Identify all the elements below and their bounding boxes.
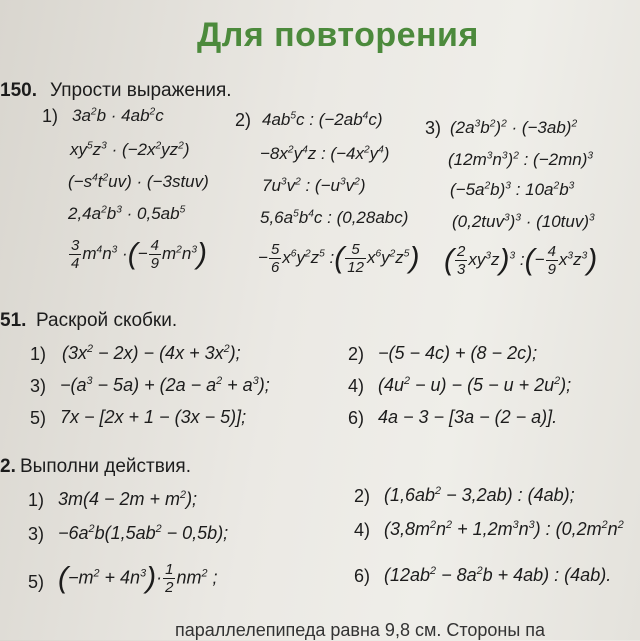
exercise-152-heading: Выполни действия. (20, 456, 191, 477)
ex150-col2-row4: $5,6a^5b^4c$ : (0,28abc) (260, 208, 409, 227)
ex152-item4-expr: $(3,8m^2n^2 + 1,2m^3n^3)$ : ($0,2m^2n^2$ (384, 519, 624, 539)
ex150-col1-row1: $3a^2b \cdot 4ab^2c$ (72, 106, 164, 125)
ex152-item2-expr: $(1,6ab^2 - 3,2ab)$ : (4ab); (384, 485, 575, 505)
ex151-item3-label: 3) (30, 376, 47, 396)
ex150-col3-row2: $(12m^3n^3)^2$ : $(-2mn)^3$ (448, 150, 594, 169)
ex152-item5-expr: $(-m^2 + 4n^3)\cdot$ $\frac{1}{2}$ $nm^2$ ; (58, 561, 218, 596)
exercise-150-heading: Упрости выражения. (50, 80, 232, 101)
col2-label: 2) (235, 110, 252, 130)
ex151-item6-expr: 4a − 3 − [3a − (2 − a)]. (378, 407, 558, 427)
ex151-item4-expr: $(4u^2 - u) - (5 - u + 2u^2)$; (378, 375, 572, 395)
ex152-item6-label: 6) (354, 566, 371, 586)
exercise-152-number: 2. (0, 456, 16, 477)
ex152-item1-label: 1) (28, 490, 45, 510)
col1-label: 1) (42, 106, 59, 126)
ex150-col1-row2: $xy^5z^3 \cdot (-2x^2yz^2)$ (70, 140, 190, 159)
ex151-item4-label: 4) (348, 376, 365, 396)
ex152-item1-expr: $3m(4 - 2m + m^2)$; (58, 489, 198, 509)
ex150-col2-row1: $4ab^5c$ : $(-2ab^4c)$ (262, 110, 383, 129)
ex150-col3-row1: $(2a^3b^2)^2 \cdot (-3ab)^2$ (450, 118, 578, 137)
ex152-item3-expr: $-6a^2b(1,5ab^2 - 0,5b)$; (58, 523, 229, 543)
ex152-item4-label: 4) (354, 520, 371, 540)
ex151-item1-label: 1) (30, 344, 47, 364)
ex152-item6-expr: $(12ab^2 - 8a^2b + 4ab)$ : (4ab). (384, 565, 612, 585)
ex150-col1-row3: $(-s^4t^2uv)$ · (−3stuv) (68, 172, 209, 191)
ex152-item5-label: 5) (28, 572, 45, 592)
ex150-col2-row5: − $\frac{5}{6}$ $x^6y^2z^5$ :( $\frac{5}{12}$ $x^6y^2z^5$) (258, 241, 420, 276)
ex150-col3-row5: ( $\frac{2}{3}$ $xy^3z)^3$ :(− $\frac{4}{9}$ $x^3z^3$) (444, 243, 598, 278)
ex151-item3-expr: $-(a^3 - 5a) + (2a - a^2 + a^3)$; (60, 375, 270, 395)
ex151-item5-expr: 7x − [2x + 1 − (3x − 5)]; (60, 407, 247, 427)
ex152-item2-label: 2) (354, 486, 371, 506)
ex151-item5-label: 5) (30, 408, 47, 428)
bottom-cutoff-text: параллелепипеда равна 9,8 см. Стороны па (175, 620, 546, 640)
exercise-151-heading: Раскрой скобки. (36, 310, 178, 331)
ex150-col2-row3: $7u^3v^2$ : $(-u^3v^2)$ (262, 176, 366, 195)
ex151-item1-expr: $(3x^2 - 2x) - (4x + 3x^2)$; (62, 343, 241, 363)
ex150-col1-row5: $\frac{3}{4}$ $m^4n^3$ ·(− $\frac{4}{9}$ $m^2n^3$) (71, 237, 207, 272)
ex150-col1-row4: $2,4a^2b^3 \cdot 0,5ab^5$ (68, 204, 186, 223)
ex150-col2-row2: $-8x^2y^4z$ : $(-4x^2y^4)$ (260, 144, 390, 163)
ex151-item6-label: 6) (348, 408, 365, 428)
ex150-col3-row4: $(0,2tuv^3)^3 \cdot (10tuv)^3$ (452, 212, 595, 231)
col3-label: 3) (425, 118, 442, 138)
exercise-151-number: 51. (0, 310, 27, 331)
page-title: Для повторения (197, 16, 479, 54)
ex150-col3-row3: $(-5a^2b)^3$ : $10a^2b^3$ (450, 180, 575, 199)
ex151-item2-expr: −(5 − 4c) + (8 − 2c); (378, 343, 538, 363)
ex151-item2-label: 2) (348, 344, 365, 364)
exercise-150-number: 150. (0, 80, 37, 101)
ex152-item3-label: 3) (28, 524, 45, 544)
